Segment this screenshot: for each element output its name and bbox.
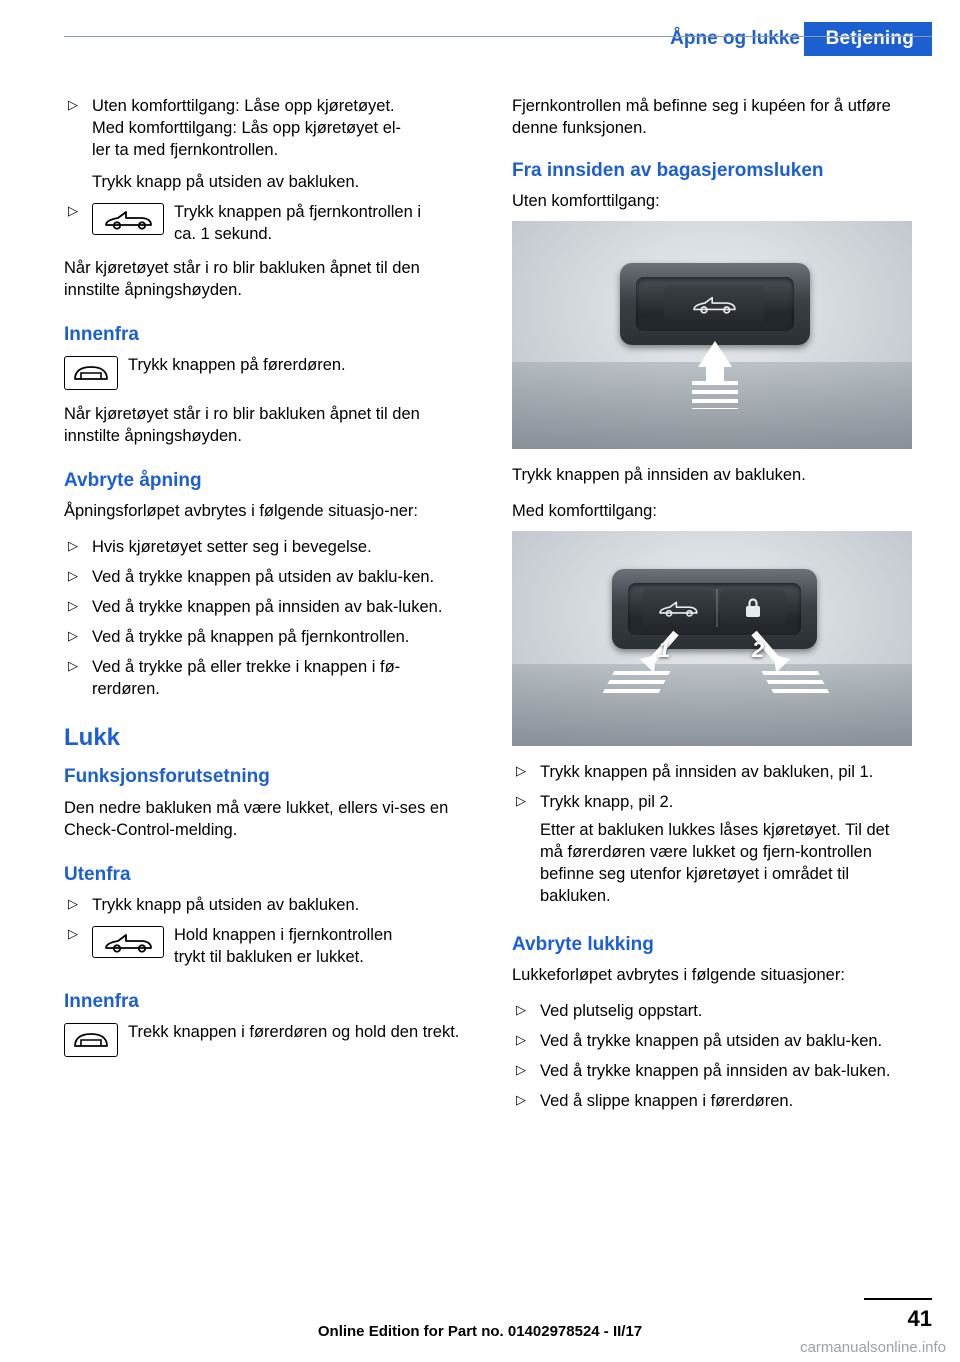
funksjonsforutsetning-text: Den nedre bakluken må være lukket, ellers vi-ses en Check-Control-melding. [64, 798, 449, 839]
heading-innenfra-2: Innenfra [64, 990, 139, 1012]
innenfra2-text: Trekk knappen i førerdøren og hold den trekt. [128, 1022, 460, 1041]
heading-lukk: Lukk [64, 724, 121, 752]
photo2-bullet-list [512, 762, 912, 908]
tailgate-inside-two-buttons-photo [512, 531, 912, 746]
avbryte-apning-intro: Åpningsforløpet avbrytes i følgende situasjo-ner: [64, 501, 419, 520]
intro-bullet-list [64, 96, 464, 246]
med-komforttilgang-label: Med komforttilgang: [512, 502, 657, 521]
tailgate-inside-button-photo [512, 221, 912, 449]
door-button-icon [64, 1023, 118, 1057]
list-item: ▷ Ved å trykke knappen på utsiden av baklu-ken. [512, 1031, 912, 1053]
list-item-remote [64, 202, 464, 246]
label-2: 2 [752, 636, 765, 662]
heading-fra-innsiden: Fra innsiden av bagasjeromsluken [512, 159, 824, 181]
header-chapter-title: Betjening [804, 22, 932, 56]
trunk-button[interactable] [642, 589, 714, 627]
header-section-title: Åpne og lukke [670, 28, 800, 49]
avbryte-lukking-intro: Lukkeforløpet avbrytes i følgende situasjoner: [512, 965, 845, 984]
car-open-trunk-icon [92, 926, 164, 958]
innenfra-icon-row [64, 355, 464, 390]
list-item: ▷ Ved å trykke knappen på innsiden av bak-luken. [512, 1061, 912, 1083]
label-1: 1 [658, 636, 671, 662]
online-edition-note: Online Edition for Part no. 01402978524 - II/17 [317, 1323, 643, 1340]
avbryte-lukking-list [512, 1001, 912, 1113]
list-item-text: ▷ Hold knappen i fjernkontrollen trykt til bakluken er lukket. [174, 925, 393, 966]
page-number: 41 [907, 1306, 932, 1331]
list-item: ▷ Ved å trykke knappen på innsiden av bak-luken. [64, 597, 464, 619]
right-column [512, 96, 912, 1125]
photo1-caption: Trykk knappen på innsiden av bakluken. [512, 466, 806, 485]
list-item: ▷ Trykk knappen på innsiden av bakluken, pil 1. [512, 762, 912, 784]
list-item: ▷ Ved å trykke på knappen på fjernkontrollen. [64, 627, 464, 649]
door-button-icon [64, 356, 118, 390]
arrow-2 [744, 629, 790, 673]
photo-floor [512, 664, 912, 746]
heading-innenfra: Innenfra [64, 323, 139, 345]
utenfra-list [64, 895, 464, 969]
list-item: ▷ Hvis kjøretøyet setter seg i bevegelse. [64, 537, 464, 559]
list-item: ▷ Ved å trykke på eller trekke i knappen i fø-rerdøren. [64, 657, 464, 701]
left-column [64, 96, 464, 1071]
heading-avbryte-apning: Avbryte åpning [64, 469, 202, 491]
white-up-arrow-stem [706, 366, 724, 382]
list-item-remote-hold [64, 925, 464, 969]
page-header [0, 22, 960, 58]
list-item: ▷ Ved å slippe knappen i førerdøren. [512, 1091, 912, 1113]
list-item-text: ▷ Trykk knappen på fjernkontrollen i ca. 1 sekund. [174, 202, 422, 243]
white-up-arrow-head [698, 341, 732, 367]
paragraph-after-remote: Når kjøretøyet står i ro blir bakluken åpnet til den innstilte åpningshøyden. [64, 258, 420, 299]
uten-komforttilgang-label: Uten komforttilgang: [512, 192, 660, 211]
car-open-trunk-icon [92, 203, 164, 235]
list-item: ▷ Uten komforttilgang: Låse opp kjøretøyet. Med komforttilgang: Lås opp kjøretøyet el- ler ta med fjernkontrollen. Trykk knapp på utsiden av bakluken. [64, 96, 464, 194]
white-arrow-stripes [692, 381, 738, 409]
trunk-button[interactable] [664, 285, 764, 323]
button-divider [716, 589, 718, 627]
innenfra-text: Trykk knappen på førerdøren. [128, 355, 346, 374]
watermark: carmanualsonline.info [800, 1339, 946, 1356]
innenfra2-icon-row [64, 1022, 464, 1057]
heading-utenfra: Utenfra [64, 863, 131, 885]
list-item: ▷ Ved plutselig oppstart. [512, 1001, 912, 1023]
header-divider [64, 36, 932, 37]
lock-button[interactable] [720, 589, 786, 627]
heading-funksjonsforutsetning: Funksjonsforutsetning [64, 766, 270, 788]
car-open-trunk-icon [655, 599, 701, 617]
avbryte-apning-list [64, 537, 464, 701]
list-item: ▷ Ved å trykke knappen på utsiden av baklu-ken. [64, 567, 464, 589]
lock-icon [743, 596, 763, 620]
car-open-trunk-icon [687, 294, 741, 314]
footer-divider [864, 1298, 932, 1300]
list-item: ▷ Trykk knapp, pil 2. Etter at bakluken lukkes låses kjøretøyet. Til det må førerdøren være lukket og fjern-kontrollen befinne seg utenfor kjøretøyet i området til bakluken. [512, 792, 912, 908]
right-top-paragraph: Fjernkontrollen må befinne seg i kupéen for å utføre denne funksjonen. [512, 97, 891, 137]
list-item: ▷ Trykk knapp på utsiden av bakluken. [64, 895, 464, 917]
innenfra-paragraph: Når kjøretøyet står i ro blir bakluken åpnet til den innstilte åpningshøyden. [64, 404, 420, 445]
heading-avbryte-lukking: Avbryte lukking [512, 933, 654, 955]
